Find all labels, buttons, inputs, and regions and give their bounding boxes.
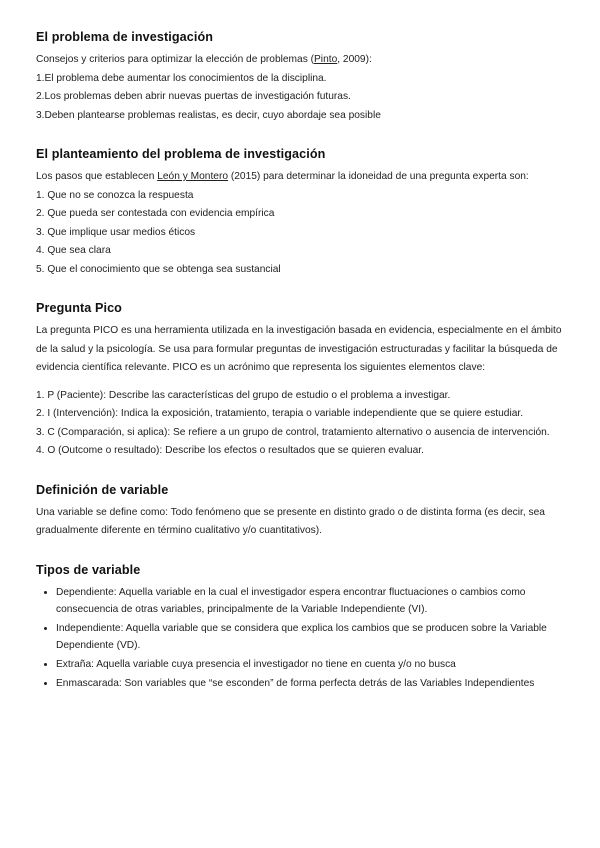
list-item: 2. I (Intervención): Indica la exposición, tratamiento, terapia o variable independiente que se quiere estudiar. <box>36 408 524 419</box>
section-text: Una variable se define como: Todo fenómeno que se presente en distinto grado o de distinta forma (es decir, sea gradualmente diferente en término cualitativo y/o cuantitativos). <box>36 506 545 536</box>
list-item: 1. P (Paciente): Describe las características del grupo de estudio o el problema a investigar. <box>36 389 451 401</box>
list-item: 3. C (Comparación, si aplica): Se refiere a un grupo de control, tratamiento alternativo o ausencia de intervención. <box>36 426 550 438</box>
list-item: 5. Que el conocimiento que se obtenga sea sustancial <box>36 263 281 275</box>
bullet-item: • Independiente: Aquella variable que se considera que explica los cambios que se producen sobre la Variable Dependiente (VD). <box>56 620 564 654</box>
section-title: Pregunta Pico <box>36 301 122 315</box>
section-intro <box>36 168 564 187</box>
intro-text: (2015) para determinar la idoneidad de una pregunta experta son: <box>228 171 529 182</box>
list-item: 2.Los problemas deben abrir nuevas puertas de investigación futuras. <box>36 91 351 102</box>
section-problema <box>36 30 564 125</box>
section-title: El planteamiento del problema de investigación <box>36 147 326 161</box>
list-item: 1.El problema debe aumentar los conocimientos de la disciplina. <box>36 72 327 84</box>
section-definicion <box>36 483 564 541</box>
bullet-item: • Dependiente: Aquella variable en la cual el investigador espera encontrar fluctuaciones o cambios como consecuencia de otras variables, principalmente de la Variable Independiente (VI). <box>56 584 564 618</box>
bullet-item: • Enmascarada: Son variables que “se esconden” de forma perfecta detrás de las Variables Independientes <box>56 675 564 692</box>
section-intro: La pregunta PICO es una herramienta utilizada en la investigación basada en evidencia, especialmente en el ámbito de la salud y la psicología. Se usa para formular preguntas de investigación estructuradas y facilitar la búsqueda de evidencia científica relevante. PICO es un acrónimo que representa los siguientes elementos clave: <box>36 325 562 373</box>
section-title: Definición de variable <box>36 482 169 497</box>
list-item: 3.Deben plantearse problemas realistas, es decir, cuyo abordaje sea posible <box>36 109 381 121</box>
section-pico <box>36 301 564 461</box>
intro-text: Consejos y criterios para optimizar la elección de problemas ( <box>36 54 315 65</box>
list-item: 2. Que pueda ser contestada con evidencia empírica <box>36 208 275 219</box>
list-item: 3. Que implique usar medios éticos <box>36 226 196 238</box>
bullet-item: • Extraña: Aquella variable cuya presencia el investigador no tiene en cuenta y/o no busca <box>56 656 564 673</box>
list-item: 1. Que no se conozca la respuesta <box>36 189 194 201</box>
document-page <box>36 30 564 709</box>
section-title: El problema de investigación <box>36 30 214 44</box>
intro-text: Los pasos que establecen <box>36 171 158 182</box>
intro-text: , 2009): <box>337 54 372 65</box>
section-planteamiento <box>36 147 564 279</box>
bullet-list <box>36 584 564 692</box>
spacer <box>36 378 564 387</box>
section-tipos <box>36 563 564 692</box>
list-item: 4. O (Outcome o resultado): Describe los efectos o resultados que se quieren evaluar. <box>36 445 424 456</box>
citation-link[interactable]: Pinto <box>314 54 338 65</box>
citation-link[interactable]: León y Montero <box>157 171 229 182</box>
section-title: Tipos de variable <box>36 562 141 577</box>
list-item: 4. Que sea clara <box>36 245 111 256</box>
section-intro <box>36 51 564 70</box>
